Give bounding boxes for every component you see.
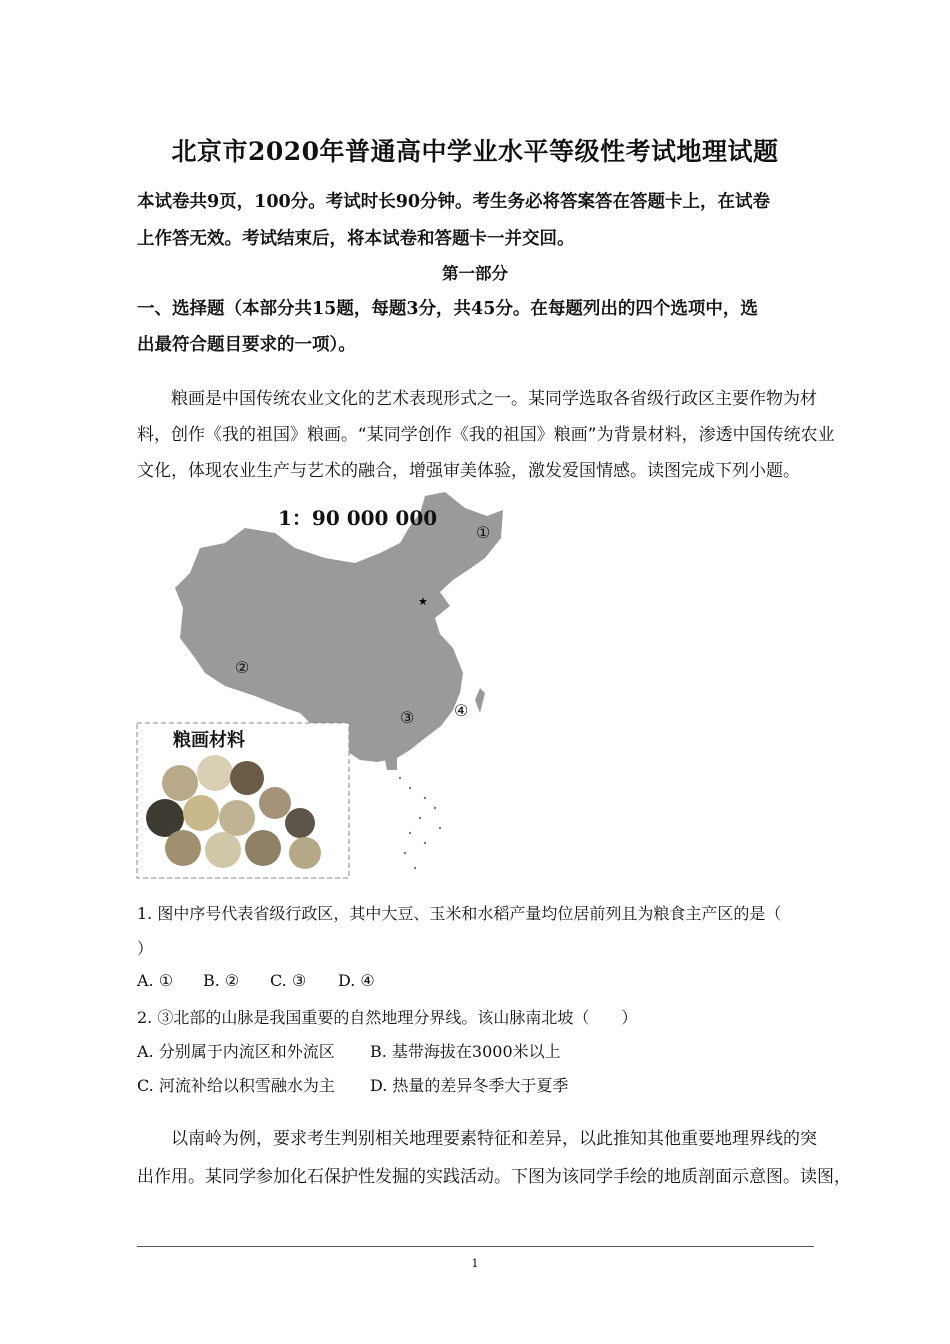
section-heading-line-1: 一、选择题（本部分共15题，每题3分，共45分。在每题列出的四个选项中，选 <box>137 299 758 319</box>
china-map <box>135 488 510 883</box>
instructions-line-2: 上作答无效。考试结束后，将本试卷和答题卡一并交回。 <box>137 229 575 249</box>
map-scale: 1：90 000 000 <box>278 506 438 530</box>
marker-3: ③ <box>400 708 415 727</box>
marker-4: ④ <box>454 701 469 720</box>
question-1-option-a: A. ① <box>137 971 174 990</box>
hainan-island <box>385 758 397 770</box>
inset-label: 粮画材料 <box>173 730 245 751</box>
passage2-line-2: 出作用。某同学参加化石保护性发掘的实践活动。下图为该同学手绘的地质剖面示意图。读图， <box>137 1167 851 1187</box>
passage1-line-1: 粮画是中国传统农业文化的艺术表现形式之一。某同学选取各省级行政区主要作物为材 <box>171 389 817 409</box>
passage2-line-1: 以南岭为例，要求考生判别相关地理要素特征和差异，以此推知其他重要地理界线的突 <box>171 1129 817 1149</box>
marker-2: ② <box>235 658 250 677</box>
page-number: 1 <box>471 1257 479 1270</box>
question-2-option-a: A. 分别属于内流区和外流区 <box>137 1042 335 1061</box>
china-silhouette <box>175 492 503 762</box>
part-heading: 第一部分 <box>442 264 508 283</box>
question-1-option-b: B. ② <box>203 971 240 990</box>
passage1-line-3: 文化，体现农业生产与艺术的融合，增强审美体验，激发爱国情感。读图完成下列小题。 <box>137 461 800 481</box>
section-heading-line-2: 出最符合题目要求的一项）。 <box>137 335 356 355</box>
passage1-line-2: 料，创作《我的祖国》粮画。“某同学创作《我的祖国》粮画”为背景材料，渗透中国传统农业 <box>137 425 835 445</box>
south-china-sea-islands <box>399 777 441 869</box>
question-2-option-d: D. 热量的差异冬季大于夏季 <box>370 1076 569 1095</box>
question-2-option-c: C. 河流补给以积雪融水为主 <box>137 1076 335 1095</box>
instructions-line-1: 本试卷共9页，100分。考试时长90分钟。考生务必将答案答在答题卡上，在试卷 <box>137 192 771 212</box>
question-1-stem-line-2: ） <box>137 939 154 958</box>
question-2-stem: 2. ③北部的山脉是我国重要的自然地理分界线。该山脉南北坡（ ） <box>137 1008 638 1027</box>
question-2-option-b: B. 基带海拔在3000米以上 <box>370 1042 561 1061</box>
taiwan-island <box>475 688 485 713</box>
china-map-figure <box>135 488 510 883</box>
question-1-option-c: C. ③ <box>270 971 307 990</box>
marker-1: ① <box>476 523 491 542</box>
footer-divider <box>137 1246 814 1247</box>
question-1-option-d: D. ④ <box>338 971 375 990</box>
page-title: 北京市2020年普通高中学业水平等级性考试地理试题 <box>171 137 779 166</box>
beijing-star-icon: ★ <box>418 595 428 608</box>
question-1-stem-line-1: 1. 图中序号代表省级行政区，其中大豆、玉米和水稻产量均位居前列且为粮食主产区的是（ <box>137 904 782 923</box>
